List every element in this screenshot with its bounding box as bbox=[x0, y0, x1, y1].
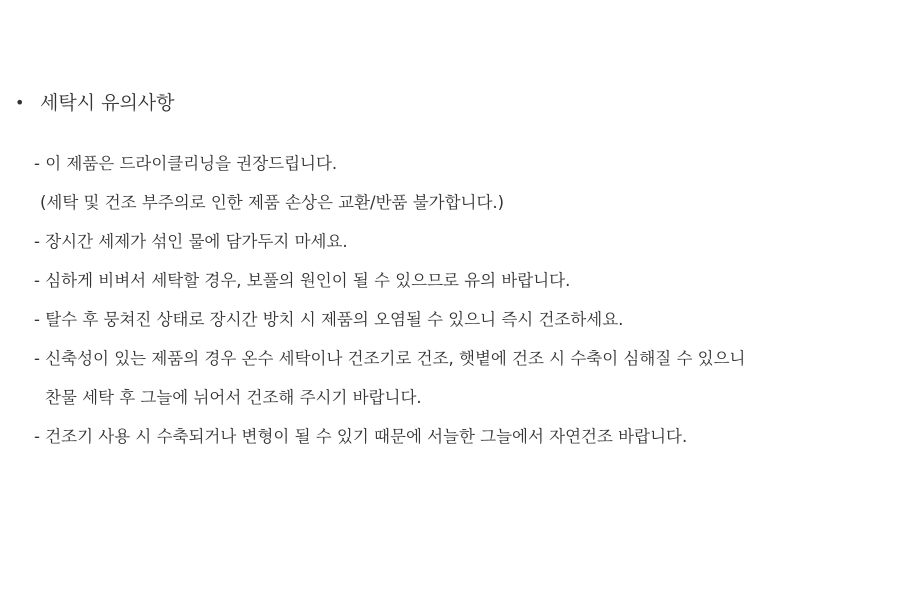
care-note: - 탈수 후 뭉쳐진 상태로 장시간 방치 시 제품의 오염될 수 있으니 즉시 건조하세요. bbox=[34, 310, 624, 329]
care-note: - 건조기 사용 시 수축되거나 변형이 될 수 있기 때문에 서늘한 그늘에서 자연건조 바랍니다. bbox=[34, 427, 688, 446]
section-heading-row bbox=[0, 88, 900, 118]
bullet-marker: • bbox=[15, 93, 25, 112]
care-note-continuation: 찬물 세탁 후 그늘에 뉘어서 건조해 주시기 바랍니다. bbox=[45, 388, 422, 407]
care-notes-list bbox=[34, 144, 884, 456]
care-note: - 신축성이 있는 제품의 경우 온수 세탁이나 건조기로 건조, 햇볕에 건조 시 수축이 심해질 수 있으니 bbox=[34, 349, 746, 368]
care-note-disclaimer: (세탁 및 건조 부주의로 인한 제품 손상은 교환/반품 불가합니다.) bbox=[40, 193, 505, 212]
care-note: - 이 제품은 드라이클리닝을 권장드립니다. bbox=[34, 154, 338, 173]
section-title: 세탁시 유의사항 bbox=[40, 92, 175, 114]
care-note: - 장시간 세제가 섞인 물에 담가두지 마세요. bbox=[34, 232, 348, 251]
care-note: - 심하게 비벼서 세탁할 경우, 보풀의 원인이 될 수 있으므로 유의 바랍니다. bbox=[34, 271, 571, 290]
